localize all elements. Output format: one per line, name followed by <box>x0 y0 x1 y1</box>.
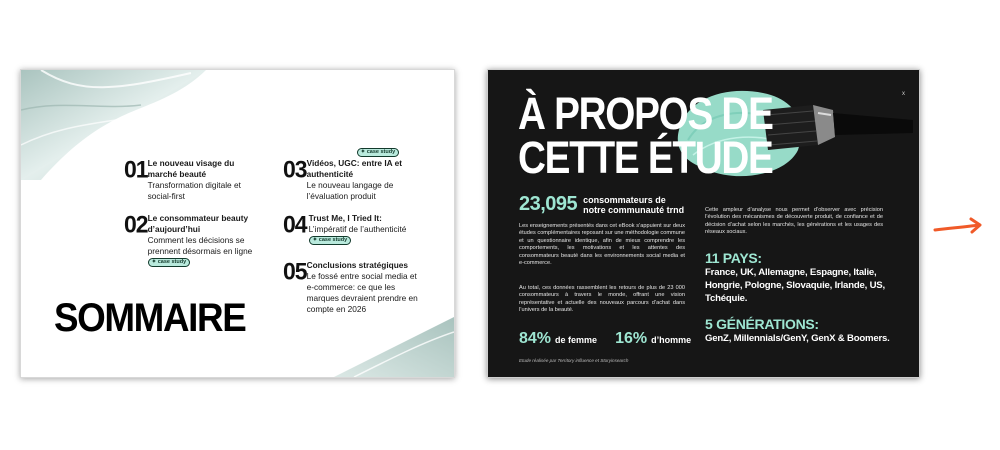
stat-block: 23,095 consommateurs de notre communauté trnd <box>519 193 685 215</box>
toc-number: 01 <box>124 155 148 183</box>
toc-subtitle: Le nouveau langage de l’évaluation produit <box>306 180 394 201</box>
close-icon[interactable]: x <box>902 91 905 97</box>
scope-paragraph: Cette ampleur d’analyse nous permet d’observer avec précision l’évolution des mécanismes de découverte produit, de confiance et de décision d’achat selon les marchés, les générations et les usages des réseaux sociaux. <box>705 207 883 236</box>
toc-number: 03 <box>283 155 307 183</box>
page-title: SOMMAIRE <box>54 296 246 340</box>
toc-item-04[interactable] <box>283 210 423 246</box>
intro-paragraph: Les enseignements présentés dans cet eBook s’appuient sur deux études complémentaires reposant sur une méthodologie commune et un questionnaire identique, afin de mieux comprendre les comportements, les motivations et les attentes des consommateurs beauté dans les environnements social media et e-commerce. <box>519 223 685 267</box>
case-study-badge: ✦ case study <box>148 258 191 267</box>
toc-title: Trust Me, I Tried It: <box>308 213 382 223</box>
toc-item-03[interactable] <box>283 149 423 202</box>
toc-item-05[interactable] <box>283 257 423 315</box>
toc-title: Le nouveau visage du marché beauté <box>147 158 235 179</box>
toc-number: 02 <box>124 210 148 238</box>
section-title: À PROPOS DE CETTE ÉTUDE <box>518 88 773 183</box>
respondent-count: 23,095 <box>519 193 578 215</box>
slide-sommaire[interactable] <box>20 69 455 378</box>
toc-item-01[interactable] <box>124 155 254 202</box>
men-percent: 16% <box>615 330 648 347</box>
toc-number: 05 <box>283 257 307 285</box>
toc-subtitle: Transformation digitale et social-first <box>147 180 241 201</box>
toc-title: Le consommateur beauty d’aujourd’hui <box>147 213 249 234</box>
toc-item-02[interactable] <box>124 210 254 268</box>
total-paragraph: Au total, ces données rassemblent les retours de plus de 23 000 consommateurs à travers le monde, offrant une vision représentative et actuelle des nouveaux parcours d’achat dans l’univers de la beauté. <box>519 285 685 314</box>
satin-fabric-bottom-right <box>334 317 454 377</box>
toc-number: 04 <box>283 210 307 238</box>
toc-title: Conclusions stratégiques <box>306 260 409 270</box>
toc-subtitle: Comment les décisions se prennent désormais en ligne <box>147 235 253 256</box>
women-percent: 84% <box>519 330 552 347</box>
study-credit: Etude réalisée par Territory influence et Storyinsearch <box>519 358 629 363</box>
gender-split: 84% de femme 16% d’homme <box>519 330 692 347</box>
case-study-badge: ✦ case study <box>357 148 400 157</box>
toc-subtitle: L’impératif de l’authenticité <box>308 224 407 234</box>
countries-block: 11 PAYS: France, UK, Allemagne, Espagne, Italie, Hongrie, Pologne, Slovaquie, Irlande, US, Tchéquie. <box>705 250 885 304</box>
case-study-badge: ✦ case study <box>309 236 352 245</box>
arrow-right-icon[interactable] <box>933 217 985 237</box>
toc-title: Vidéos, UGC: entre IA et authenticité <box>306 158 403 179</box>
toc-subtitle: Le fossé entre social media et e-commerce: ce que les marques devraient prendre en compte en 2026 <box>306 271 418 314</box>
generations-block: 5 GÉNÉRATIONS: GenZ, Millennials/GenY, GenX & Boomers. <box>705 316 890 344</box>
slide-a-propos[interactable] <box>487 69 920 378</box>
